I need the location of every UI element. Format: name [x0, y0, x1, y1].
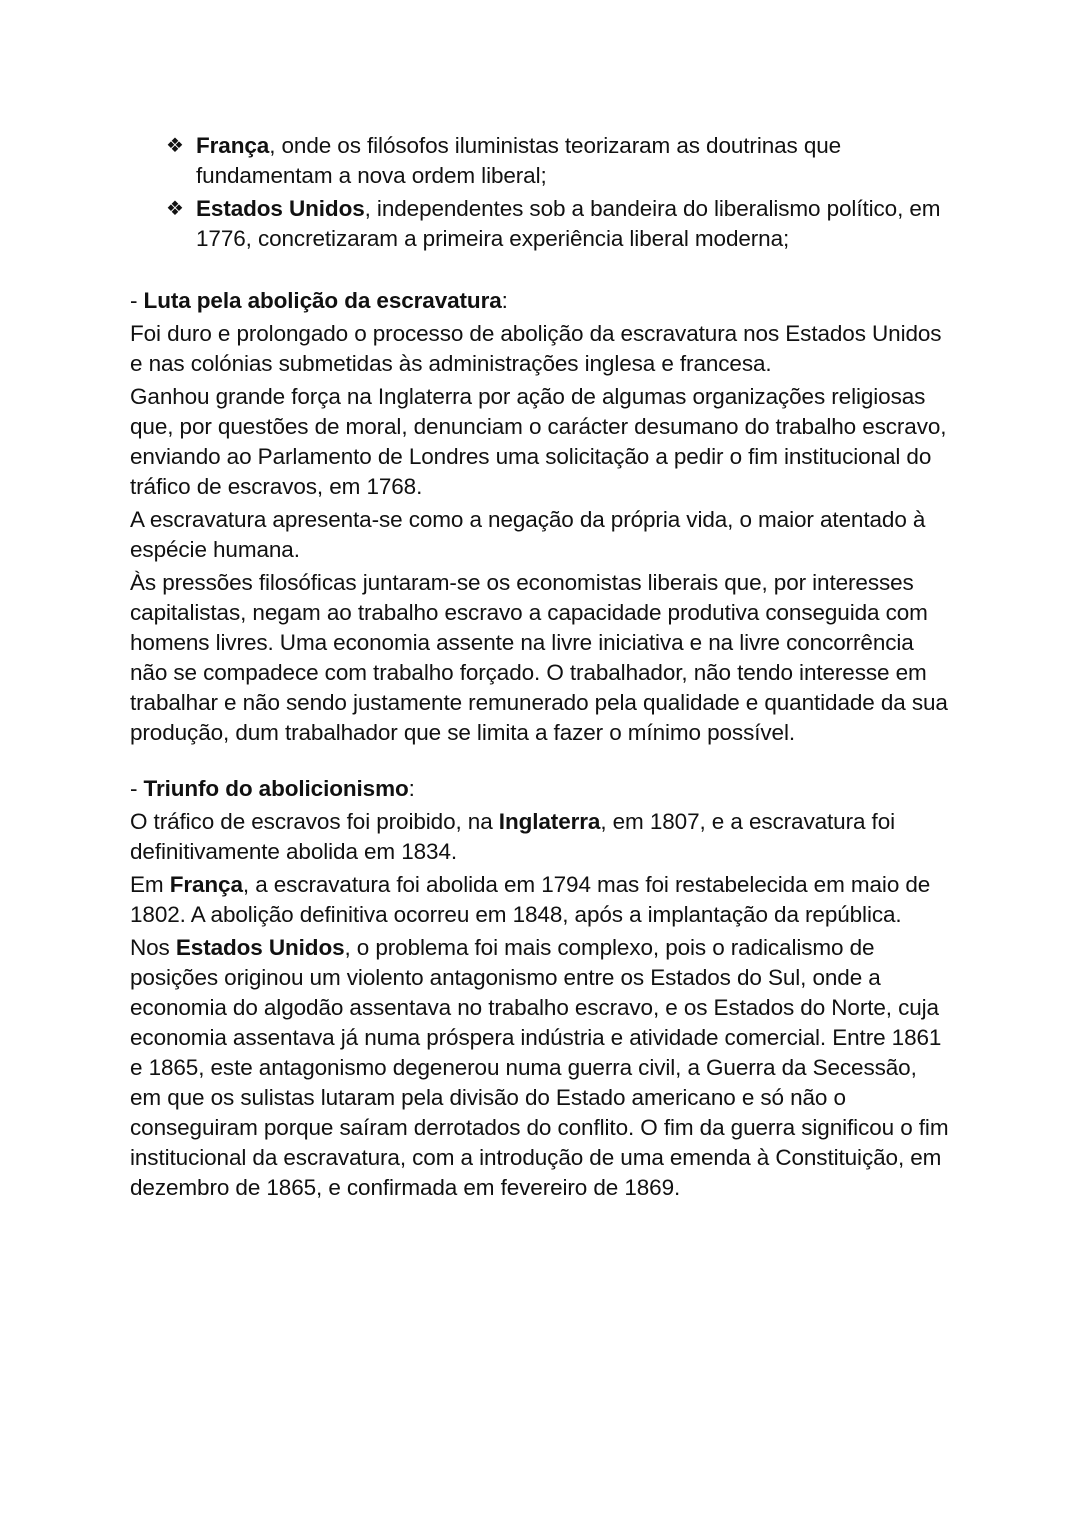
paragraph-text: , em 1807, e a escravatura foi definitivamente abolida em 1834. — [130, 809, 896, 864]
bullet-term: Estados Unidos — [196, 196, 365, 221]
paragraph-estados-unidos — [130, 933, 950, 1203]
paragraph-text: , o problema foi mais complexo, pois o radicalismo de posições originou um violento antagonismo entre os Estados do Sul, onde a economia do algodão assentava no trabalho escravo, e os Estados do Norte, cuja economia assentava já numa próspera indústria e atividade comercial. Entre 1861 e 1865, este antagonismo degenerou numa guerra civil, a Guerra da Secessão, em que os sulistas lutaram pela divisão do Estado americano e só não o conseguiram porque saíram derrotados do conflito. O fim da guerra significou o fim institucional da escravatura, com a introdução de uma emenda à Constituição, em dezembro de 1865, e confirmada em fevereiro de 1869. — [130, 935, 949, 1200]
paragraph-text: O tráfico de escravos foi proibido, na — [130, 809, 499, 834]
paragraph: Ganhou grande força na Inglaterra por ação de algumas organizações religiosas que, por questões de moral, denunciam o carácter desumano do trabalho escravo, enviando ao Parlamento de Londres uma solicitação a pedir o fim institucional do tráfico de escravos, em 1768. — [130, 384, 947, 499]
paragraph: Foi duro e prolongado o processo de abolição da escravatura nos Estados Unidos e nas colónias submetidas às administrações inglesa e francesa. — [130, 321, 942, 376]
section-heading-abolicao — [130, 286, 950, 316]
bullet-item-franca — [166, 131, 950, 191]
paragraph-term: Inglaterra — [498, 809, 601, 834]
heading-colon: : — [501, 288, 508, 313]
paragraph-term: Estados Unidos — [175, 935, 345, 960]
heading-colon: : — [408, 776, 415, 801]
bullet-list — [130, 131, 950, 254]
paragraph-inglaterra — [130, 807, 950, 867]
section-heading-triunfo — [130, 774, 950, 804]
bullet-item-estados-unidos — [166, 194, 950, 254]
heading-dash: - — [130, 776, 144, 801]
heading-dash: - — [130, 288, 144, 313]
diamond-bullet-icon: ❖ — [166, 135, 184, 157]
paragraph: A escravatura apresenta-se como a negação da própria vida, o maior atentado à espécie humana. — [130, 507, 926, 562]
diamond-bullet-icon: ❖ — [166, 198, 184, 220]
paragraph: Às pressões filosóficas juntaram-se os economistas liberais que, por interesses capitalistas, negam ao trabalho escravo a capacidade produtiva conseguida com homens livres. Uma economia assente na livre iniciativa e na livre concorrência não se compadece com trabalho forçado. O trabalhador, não tendo interesse em trabalhar e não sendo justamente remunerado pela qualidade e quantidade da sua produção, dum trabalhador que se limita a fazer o mínimo possível. — [130, 570, 948, 745]
paragraph-franca — [130, 870, 950, 930]
bullet-text: , onde os filósofos iluministas teorizaram as doutrinas que fundamentam a nova ordem liberal; — [196, 133, 842, 188]
heading-text: Triunfo do abolicionismo — [143, 776, 409, 801]
bullet-term: França — [196, 133, 270, 158]
paragraph-text: Em — [130, 872, 170, 897]
paragraph-text: , a escravatura foi abolida em 1794 mas foi restabelecida em maio de 1802. A abolição definitiva ocorreu em 1848, após a implantação da república. — [130, 872, 931, 927]
paragraph-text: Nos — [130, 935, 176, 960]
bullet-text: , independentes sob a bandeira do liberalismo político, em 1776, concretizaram a primeira experiência liberal moderna; — [196, 196, 941, 251]
paragraph-term: França — [169, 872, 243, 897]
heading-text: Luta pela abolição da escravatura — [143, 288, 502, 313]
document-page — [130, 131, 950, 1206]
